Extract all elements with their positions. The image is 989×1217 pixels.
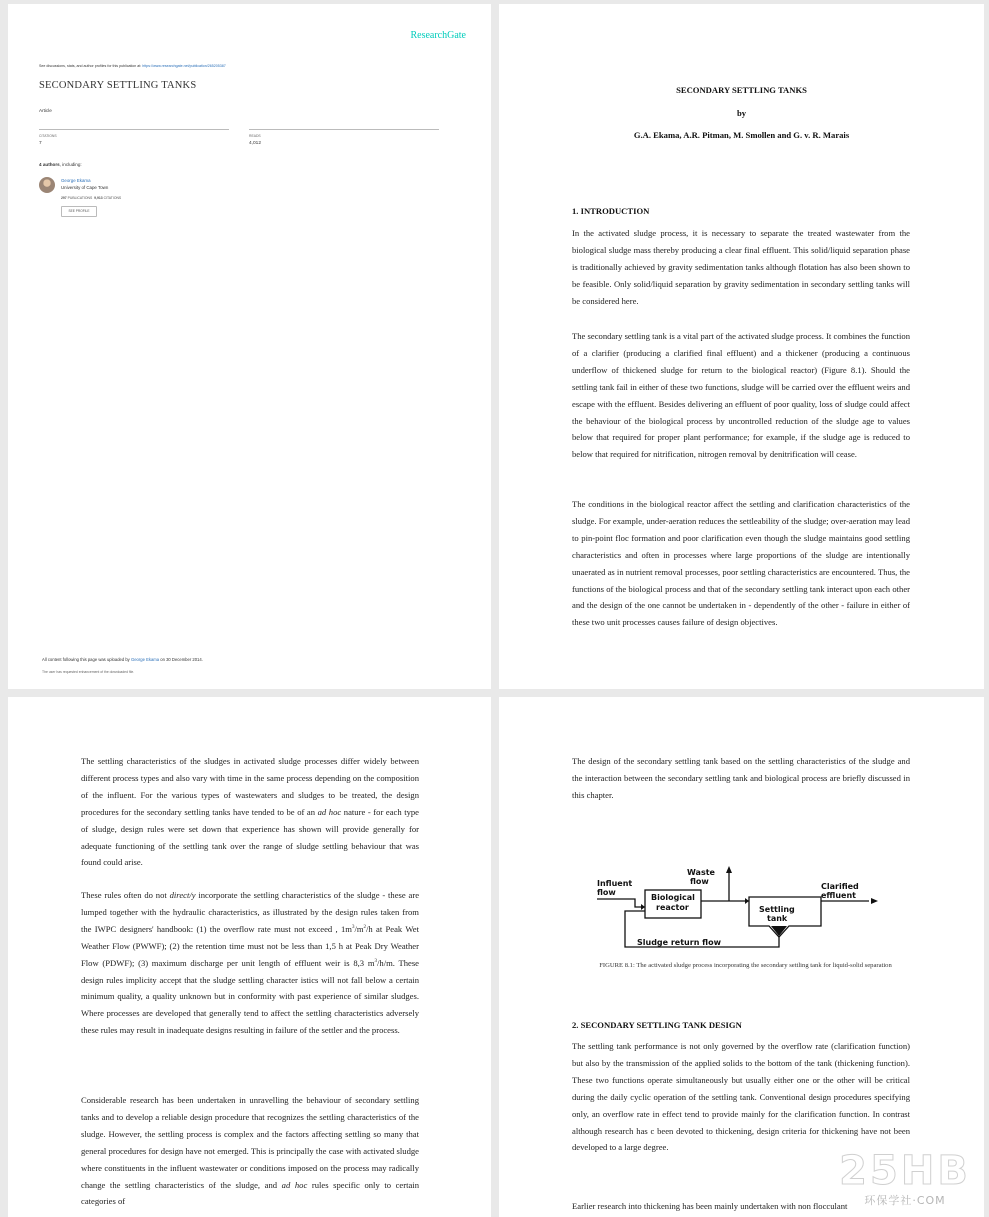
- citations-stat: [39, 129, 229, 146]
- footer-author-link[interactable]: George Ekama: [130, 657, 160, 662]
- author-publications-count: 297: [61, 196, 67, 200]
- effluent-arrow-icon: [871, 898, 878, 904]
- reactor-label-1: Biological: [651, 893, 695, 902]
- waste-label-2: flow: [690, 877, 709, 886]
- influent-label-2: flow: [597, 888, 616, 897]
- section-2-heading: 2. SECONDARY SETTLING TANK DESIGN: [572, 1020, 742, 1030]
- enhancement-note: The user has requested enhancement of the downloaded file.: [42, 670, 135, 674]
- clarified-label-2: effluent: [821, 891, 856, 900]
- reads-label: READS: [249, 134, 261, 138]
- p1-text-a: The settling characteristics of the sludges in activated sludge processes differ widely between different process types and also vary with time in the same process depending on the composition of the influent. For the various types of wastewaters and sludges to be treated, the design procedures for the secondary settling tanks have tended to be of an: [81, 756, 419, 817]
- see-profile-button[interactable]: SEE PROFILE: [61, 206, 97, 217]
- p3-italic: ad hoc: [281, 1179, 308, 1190]
- return-flow-label: Sludge return flow: [637, 938, 721, 947]
- p1-text-b: nature - for each type of sludge, design rules were set down that experience has shown will provide generally for adequate functioning of the settling tank over the range of sludge settling behaviour that was found could arise.: [81, 806, 419, 868]
- author-stats: [61, 196, 121, 200]
- design-paragraph-1: The settling tank performance is not only governed by the overflow rate (clarification function) but also by the transmission of the applied solids to the bottom of the tank (thickening function). These two functions operate simultaneously but usually either one or the other will be critical during the daily cyclic operation of the settling tank. Conventional design procedures specifying only, an overflow rate in effect tend to provide mainly for the clarification function. In contrast although research has c been devoted to thickening, design criteria for thickening have not been developed to a large degree.: [572, 1041, 910, 1153]
- clarified-label-1: Clarified: [821, 882, 859, 891]
- citations-value: 7: [39, 141, 42, 146]
- p2-sup-3: 3: [374, 958, 378, 964]
- reads-value: 4,012: [249, 141, 262, 146]
- reactor-label-2: reactor: [656, 903, 689, 912]
- page-2: [499, 4, 984, 689]
- site-watermark: [820, 1150, 989, 1212]
- design-paragraph-2: Earlier research into thickening has been mainly undertaken with non flocculant: [572, 1201, 848, 1211]
- p2-text-b: incorporate the settling characteristics of the sludge - these are lumped together with the hydraulic characteristics, as illustrated by the design rules taken from the IWPC designers' handbook: (1) the overflow rate must not exceed , 1m: [81, 890, 420, 934]
- tank-label-2: tank: [767, 914, 788, 923]
- authors-count: 4 authors: [39, 162, 60, 167]
- publication-type: Article: [39, 108, 52, 113]
- authors-heading: [39, 162, 82, 167]
- p2-sup-1: 3: [351, 924, 355, 930]
- author-citations-label: CITATIONS: [103, 196, 122, 200]
- activated-sludge-process-diagram: [589, 865, 879, 953]
- figure-caption: FIGURE 8.1: The activated sludge process incorporating the secondary settling tank for liquid-solid separation: [599, 962, 892, 969]
- p3-text-a: Considerable research has been undertaken in unravelling the behaviour of secondary settling tanks and to develop a reliable design procedure that recognizes the settling characteristics of the sludge. However, the settling process is complex and the factors affecting settling so many that general procedures for design have not emerged. This is principally the case with activated sludge where constituents in the influent wastewater or conditions imposed on the process may radically change the settling characteristics of the sludge, and: [81, 1095, 419, 1190]
- author-publications-label: PUBLICATIONS: [67, 196, 93, 200]
- p2-text-d: /h at Peak Wet Weather Flow (PWWF); (2) the retention time must not be less than 1,5 h at Peak Dry Weather Flow (PDWF); (3) maximum discharge per unit length of effluent weir is 8,3 m: [81, 923, 419, 968]
- section-1-heading: 1. INTRODUCTION: [572, 206, 650, 216]
- discussion-line: [39, 64, 226, 68]
- by-line: by: [736, 108, 747, 118]
- author-citations-count: 9,913: [94, 196, 103, 200]
- body-paragraph-3: [81, 1092, 419, 1210]
- authors-line: G.A. Ekama, A.R. Pitman, M. Smollen and G. v. R. Marais: [633, 130, 850, 140]
- page-3: [8, 697, 491, 1217]
- publication-link[interactable]: https://www.researchgate.net/publication/265205387: [142, 64, 226, 68]
- watermark-logo: 25HB: [839, 1148, 971, 1194]
- body-paragraph-2: [81, 887, 419, 1039]
- intro-paragraph-1: In the activated sludge process, it is necessary to separate the treated wastewater from the biological sludge mass thereby producing a clear final effluent. This solid/liquid separation phase is traditionally achieved by gravity sedimentation tanks although flotation has also been shown to be feasible. Only solid/liquid separation by gravity sedimentation in secondary settling tanks will be considered here.: [572, 228, 910, 306]
- chapter-title: SECONDARY SETTLING TANKS: [676, 85, 807, 95]
- waste-arrow-icon: [726, 866, 732, 873]
- design-intro-paragraph: The design of the secondary settling tank based on the settling characteristics of the sludge and the interaction between the secondary settling tank and biological process are briefly discussed in this chapter.: [572, 756, 910, 800]
- reads-stat: [249, 129, 439, 146]
- p3-text-b: rules specific only to certain categories of: [81, 1179, 419, 1207]
- p2-sup-2: 2: [363, 924, 367, 930]
- author-name[interactable]: George Ekama: [61, 178, 91, 183]
- researchgate-logo[interactable]: ResearchGate: [410, 30, 466, 41]
- influent-label-1: Influent: [597, 879, 633, 888]
- publication-title: SECONDARY SETTLING TANKS: [39, 80, 197, 91]
- p1-italic: ad hoc: [317, 806, 342, 817]
- author-affiliation: University of Cape Town: [61, 185, 109, 190]
- discussion-prefix: See discussions, stats, and author profiles for this publication at:: [39, 64, 143, 68]
- tank-label-1: Settling: [759, 905, 795, 914]
- cover-page: [8, 4, 491, 689]
- intro-paragraph-2: The secondary settling tank is a vital part of the activated sludge process. It combines the function of a clarifier (producing a clarified final effluent) and a thickener (producing a continuous underflow of thickened sludge for return to the biological reactor) (Figure 8.1). Should the settling tank fail in either of these two functions, sludge will be carried over the effluent weirs and escape with the effluent. Besides delivering an effluent of poor quality, loss of sludge could affect the behaviour of the biological process by uncontrolled reduction of the sludge age to values below that required for proper plant performance; for example, if the sludge age is reduced to below that required for nitrification, nitrogen removal by denitrification will cease.: [572, 331, 910, 460]
- footer-suffix: on 30 December 2014.: [159, 657, 203, 662]
- authors-suffix: , including:: [59, 162, 82, 167]
- author-avatar[interactable]: [39, 177, 55, 193]
- intro-paragraph-3: The conditions in the biological reactor affect the settling and clarification characteristics of the sludge. For example, under-aeration reduces the settleability of the sludge; over-aeration may lead to pin-point floc formation and poor clarification even though the sludge maintains good settling characteristics and often in processes where large proportions of the sludge are intentionally unaerated as in nutrient removal processes, poor settling characteristics are encountered. Thus, the functions of the biological process and that of the secondary settling tank interact upon each other and the design of the one cannot be undertaken in - dependently of the other - failure in either of these two unit processes causes failure of design objectives.: [572, 499, 910, 628]
- p2-italic: direct/y: [169, 890, 196, 900]
- p2-text-a: These rules often do not: [81, 890, 170, 900]
- citations-label: CITATIONS: [39, 134, 57, 138]
- p2-text-c: /m: [354, 923, 364, 934]
- p2-text-e: /h/m. These design rules implicity accept that the sludge settling character istics will not fall below a certain minimum quality, a quality unknown but in conformity with past experience of similar sludges. Where processes are developed that generally tend to affect the settling characteristics adversely these rules may result in inadequate designs resulting in failure of the settler and the process.: [81, 957, 419, 1036]
- waste-label-1: Waste: [687, 868, 715, 877]
- upload-footer: [42, 657, 203, 662]
- body-paragraph-1: [81, 753, 419, 871]
- footer-prefix: All content following this page was uploaded by: [42, 657, 131, 662]
- page-4: [499, 697, 984, 1217]
- influent-line: [597, 899, 645, 907]
- watermark-subtitle: 环保学社·COM: [864, 1194, 946, 1207]
